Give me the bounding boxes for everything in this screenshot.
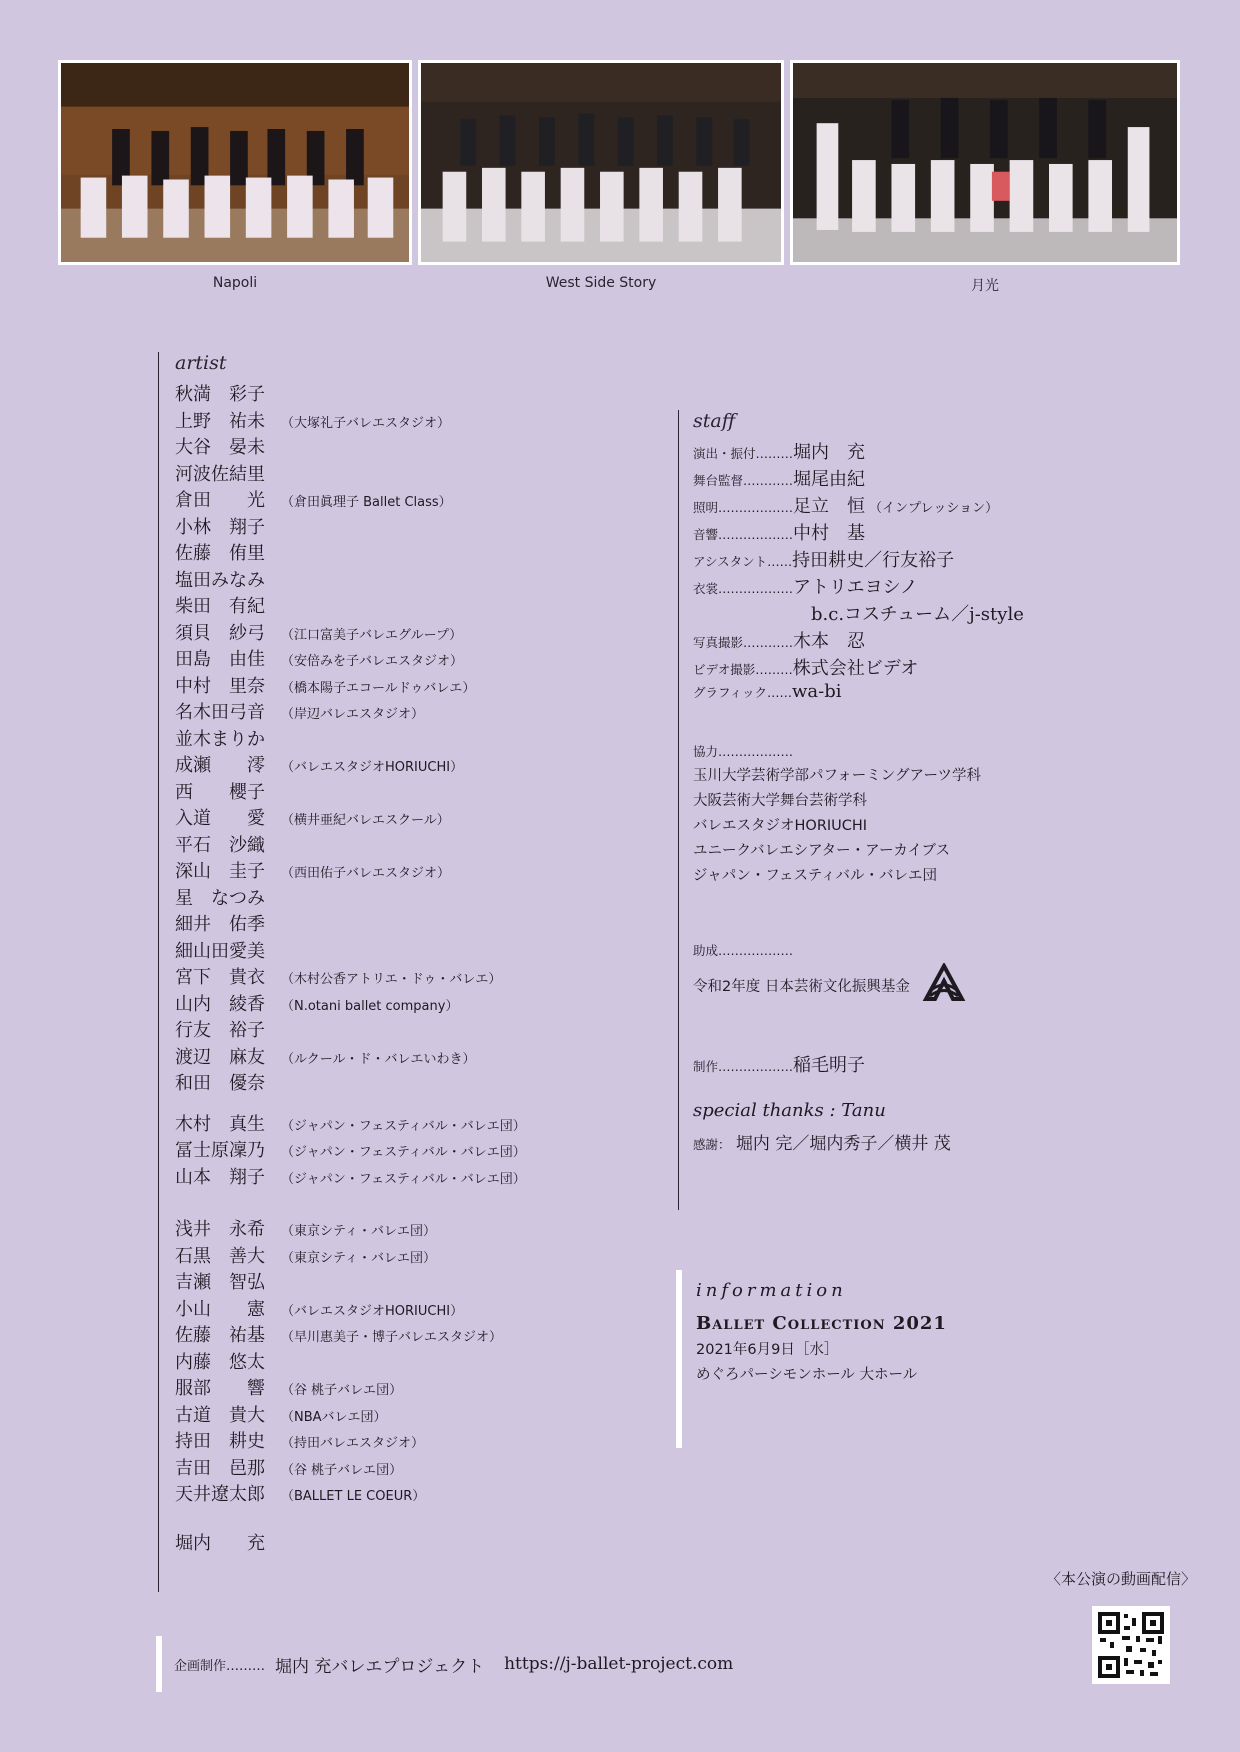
artist-name: 大谷 晏未 [175,437,265,458]
artist-group-2 [175,1110,678,1190]
artist-name: 柴田 有紀 [175,596,265,617]
arts-council-logo-icon [922,963,966,1007]
photo-caption-napoli: Napoli [212,275,258,291]
artist-name: 吉瀬 智弘 [175,1272,265,1293]
artist-affiliation: （谷 桃子バレエ団） [281,1383,403,1398]
grant-label: 助成……………… [693,943,794,958]
photo-card-west-side-story [418,60,784,291]
photo-napoli [58,60,412,265]
artist-name: 西 櫻子 [175,781,265,803]
artist-affiliation: （バレエスタジオHORIUCHI） [281,1303,464,1319]
production-value: 稲毛明子 [793,1055,866,1076]
artist-row [175,672,678,699]
artist-affiliation: （岸辺バレエスタジオ） [281,707,425,722]
artist-group-1 [175,380,678,1096]
artist-affiliation: （ジャパン・フェスティバル・バレエ団） [281,1118,526,1134]
artist-row [175,380,678,407]
artist-row [175,1163,678,1190]
artist-row [175,1136,678,1163]
event-venue: めぐろパーシモンホール 大ホール [696,1367,918,1383]
artist-row [175,937,678,964]
event-title: Ballet Collection 2021 [696,1313,947,1334]
footer-url[interactable]: https://j-ballet-project.com [504,1654,734,1674]
artist-name: 並木まりか [175,728,265,750]
staff-role: ビデオ撮影……… [693,662,793,677]
artist-affiliation: （橋本陽子エコールドゥバレエ） [281,680,476,696]
artist-name: 服部 響 [175,1378,265,1399]
artist-affiliation: （西田佑子バレエスタジオ） [281,866,451,881]
artist-affiliation: （バレエスタジオHORIUCHI） [281,760,464,775]
artist-row [175,910,678,937]
photo-card-napoli [58,60,412,291]
artist-name: 山本 翔子 [175,1166,265,1188]
staff-row [693,465,1098,492]
artist-name: 平石 沙織 [175,834,265,856]
artist-row [175,592,678,619]
grant-row [693,963,1098,1007]
staff-name: 持田耕史／行友裕子 [792,550,955,571]
staff-role: 衣裳……………… [693,581,794,596]
artist-row [175,539,678,566]
artist-row [175,1043,678,1070]
artist-row [175,513,678,540]
staff-name: 中村 基 [793,523,866,544]
artist-name: 河波佐結里 [175,463,265,485]
artist-row [175,1110,678,1137]
artist-row [175,1401,678,1428]
artist-name: 中村 里奈 [175,675,265,697]
artist-row [175,1215,678,1242]
qr-code-icon[interactable] [1092,1606,1170,1684]
artist-row [175,804,678,831]
photo-gekko [790,60,1180,265]
artist-row [175,857,678,884]
artist-name: 山内 綾香 [175,993,265,1015]
artist-row [175,407,678,434]
artist-affiliation: （ジャパン・フェスティバル・バレエ団） [281,1171,526,1187]
thanks-names: 堀内 完／堀内秀子／横井 茂 [735,1134,951,1154]
information-section [676,1270,1116,1448]
artist-row [175,460,678,487]
artist-affiliation: （BALLET LE COEUR） [281,1489,426,1504]
artist-row [175,725,678,752]
staff-row [693,492,1098,519]
artist-name: 冨士原凜乃 [175,1140,265,1161]
artist-affiliation: （NBAバレエ団） [281,1409,387,1425]
artist-name: 小山 憲 [175,1298,265,1320]
artist-group-4 [175,1529,678,1556]
artist-name: 名木田弓音 [175,702,265,723]
staff-role: アシスタント…… [693,554,793,569]
artist-name: 成瀬 澪 [175,755,265,776]
video-stream-label: 〈本公演の動画配信〉 [1045,1570,1196,1588]
photo-caption-west-side-story: West Side Story [545,275,657,291]
event-date: 2021年6月9日［水］ [696,1342,839,1358]
artist-name: 佐藤 侑里 [175,543,265,564]
artist-name: 浅井 永希 [175,1219,265,1240]
grant-text: 令和2年度 日本芸術文化振興基金 [693,978,910,995]
artist-affiliation: （大塚礼子バレエスタジオ） [281,415,451,431]
artist-row [175,778,678,805]
information-heading: information [696,1280,847,1301]
staff-name: 木本 忍 [793,631,866,652]
artist-name: 石黒 善大 [175,1245,265,1267]
production-label: 制作……………… [693,1059,794,1074]
artist-name: 行友 裕子 [175,1020,265,1041]
staff-name: アトリエヨシノ [793,577,918,598]
photo-west-side-story [418,60,784,265]
artist-name: 天井遼太郎 [175,1484,265,1505]
staff-name: 株式会社ビデオ [792,658,919,679]
artist-row [175,1454,678,1481]
staff-note: （インプレッション） [869,501,999,516]
cooperation-item: ユニークバレエシアター・アーカイブス [693,843,950,859]
artist-name: 田島 由佳 [175,649,265,670]
cooperation-item: ジャパン・フェスティバル・バレエ団 [693,868,938,884]
artist-section [158,352,678,1592]
staff-row [693,600,1098,627]
artist-row [175,566,678,593]
staff-name: b.c.コスチューム／j-style [811,604,1024,625]
cooperation-item: バレエスタジオHORIUCHI [693,818,868,834]
artist-row [175,1480,678,1507]
artist-name: 和田 優奈 [175,1073,265,1094]
artist-row [175,831,678,858]
artist-name: 倉田 光 [175,490,265,511]
artist-row [175,645,678,672]
artist-name: 細山田愛美 [175,940,265,962]
artist-row [175,486,678,513]
artist-row [175,433,678,460]
staff-row [693,627,1098,654]
artist-row [175,1321,678,1348]
staff-section [678,410,1098,1210]
photo-card-gekko [790,60,1180,295]
staff-role: グラフィック…… [693,685,793,700]
artist-row [175,990,678,1017]
staff-row [693,546,1098,573]
artist-group-3 [175,1215,678,1507]
staff-list [693,438,1098,708]
cooperation-label: 協力……………… [693,744,794,759]
staff-row [693,438,1098,465]
artist-name: 宮下 貴衣 [175,967,265,988]
artist-affiliation: （倉田眞理子 Ballet Class） [281,495,452,510]
artist-name: 堀内 充 [175,1532,265,1554]
artist-row [175,884,678,911]
photo-caption-gekko: 月光 [971,278,999,294]
artist-affiliation: （東京シティ・バレエ団） [281,1250,436,1266]
staff-name: 足立 恒 [793,496,866,517]
artist-name: 上野 祐未 [175,410,265,432]
artist-name: 星 なつみ [175,887,265,909]
artist-affiliation: （早川惠美子・博子バレエスタジオ） [281,1330,503,1345]
footer-label: 企画制作……… [174,1658,266,1674]
staff-row [693,573,1098,600]
artist-name: 細井 佑季 [175,914,265,935]
staff-row [693,654,1098,681]
cooperation-item: 大阪芸術大学舞台芸術学科 [693,793,867,809]
artist-name: 小林 翔子 [175,516,265,538]
artist-affiliation: （木村公香アトリエ・ドゥ・バレエ） [281,972,502,987]
artist-row [175,1374,678,1401]
artist-row [175,1069,678,1096]
production-row [693,1051,1098,1078]
artist-affiliation: （谷 桃子バレエ団） [281,1462,403,1478]
artist-affiliation: （東京シティ・バレエ団） [281,1224,436,1239]
artist-name: 内藤 悠太 [175,1351,265,1373]
artist-row [175,1242,678,1269]
special-thanks: special thanks : Tanu [693,1100,886,1121]
artist-row [175,619,678,646]
artist-affiliation: （ジャパン・フェスティバル・バレエ団） [281,1145,526,1160]
staff-name: 堀内 充 [793,442,866,463]
artist-affiliation: （安倍みを子バレエスタジオ） [281,654,464,669]
staff-row [693,519,1098,546]
artist-row [175,698,678,725]
artist-affiliation: （横井亜紀バレエスクール） [281,813,450,828]
thanks-line [693,1129,1098,1154]
artist-affiliation: （持田バレエスタジオ） [281,1436,425,1451]
staff-role: 照明……………… [693,500,794,515]
artist-row [175,1348,678,1375]
artist-name: 秋満 彩子 [175,384,265,405]
artist-name: 木村 真生 [175,1113,265,1135]
artist-heading: artist [175,352,227,374]
artist-row [175,1427,678,1454]
artist-row [175,1529,678,1556]
artist-row [175,963,678,990]
artist-name: 深山 圭子 [175,861,265,882]
artist-row [175,1295,678,1322]
artist-affiliation: （N.otani ballet company） [281,998,459,1014]
artist-name: 入道 愛 [175,808,265,829]
artist-name: 渡辺 麻友 [175,1046,265,1068]
artist-affiliation: （江口富美子バレエグループ） [281,627,463,643]
staff-role: 舞台監督………… [693,473,794,488]
artist-name: 吉田 邑那 [175,1457,265,1479]
staff-row [693,681,1098,708]
staff-role: 音響……………… [693,527,794,542]
cooperation-list [693,764,1098,889]
staff-name: 堀尾由紀 [793,469,866,490]
photo-strip [58,60,1182,292]
artist-row [175,1016,678,1043]
staff-name: wa-bi [792,681,842,702]
artist-name: 佐藤 祐基 [175,1325,265,1346]
artist-row [175,751,678,778]
footer-producer: 堀内 充バレエプロジェクト [275,1656,485,1677]
thanks-label: 感謝： [693,1137,731,1152]
artist-name: 塩田みなみ [175,569,265,591]
cooperation-item: 玉川大学芸術学部パフォーミングアーツ学科 [693,768,981,784]
artist-name: 須貝 紗弓 [175,622,265,644]
footer-credit [156,1636,806,1692]
artist-name: 持田 耕史 [175,1431,265,1452]
staff-role: 演出・振付……… [693,446,794,461]
artist-affiliation: （ルクール・ド・バレエいわき） [281,1051,476,1067]
artist-name: 古道 貴大 [175,1404,265,1426]
staff-role: 写真撮影………… [693,635,794,650]
staff-heading: staff [693,410,736,432]
artist-row [175,1268,678,1295]
